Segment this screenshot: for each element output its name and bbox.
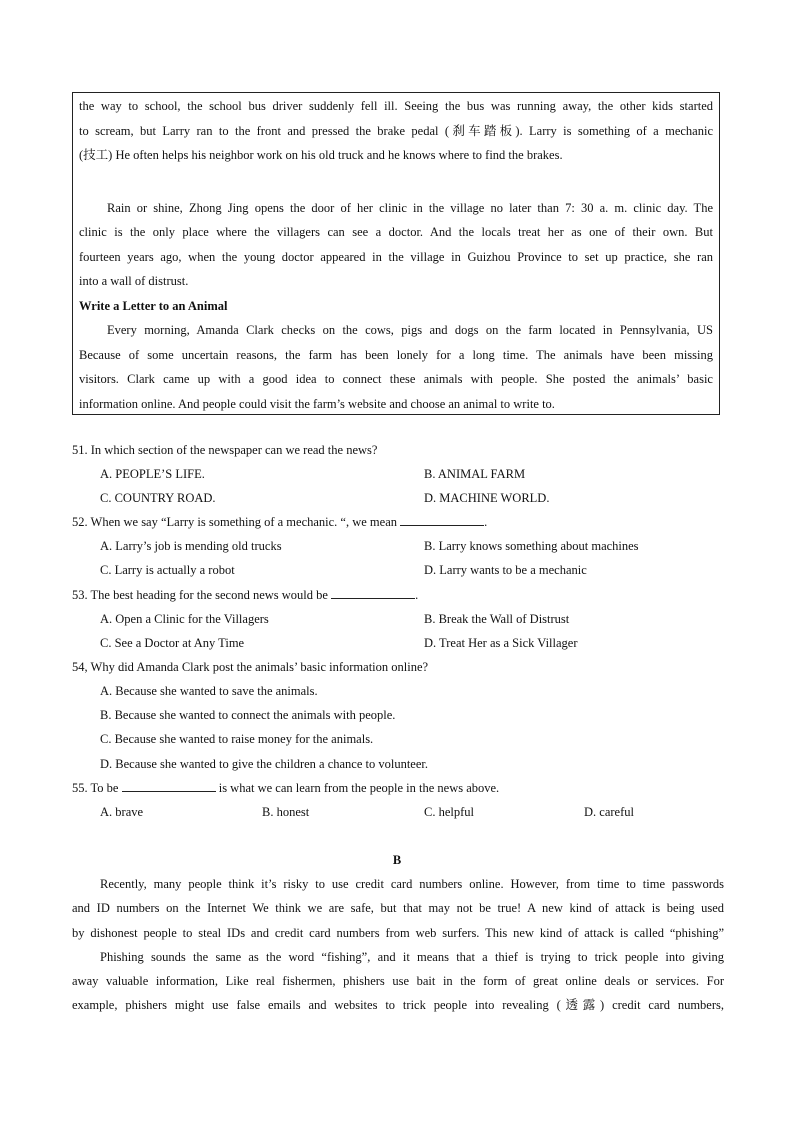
q51-option-c: C. COUNTRY ROAD. [100,491,216,505]
paragraph-line: away valuable information, Like real fishermen, phishers use bait in the form of great online deals or services. For [72,974,724,989]
q52-option-b: B. Larry knows something about machines [424,539,639,553]
question-54-stem: 54, Why did Amanda Clark post the animals’ basic information online? [72,660,429,674]
q55-option-c: C. helpful [424,805,474,819]
q54-option-a: A. Because she wanted to save the animals. [100,684,318,698]
passage-line: Because of some uncertain reasons, the farm has been lonely for a long time. The animals have been missing [79,347,713,362]
paragraph-line: by dishonest people to steal IDs and credit card numbers from web surfers. This new kind of attack is called “phishing” [72,925,724,940]
q54-option-d: D. Because she wanted to give the children a chance to volunteer. [100,757,429,771]
passage-line: clinic is the only place where the villagers can see a doctor. And the locals treat her as one of their own. But [79,225,713,239]
q52-stem-text: 52. When we say “Larry is something of a mechanic. “, we mean [72,515,401,529]
q51-option-a: A. PEOPLE’S LIFE. [100,467,205,481]
question-51-stem: 51. In which section of the newspaper can we read the news? [72,443,378,457]
q55-stem-end: is what we can learn from the people in the news above. [215,781,500,795]
q53-option-b: B. Break the Wall of Distrust [424,612,570,626]
answer-blank [331,586,415,599]
q53-option-d: D. Treat Her as a Sick Villager [424,636,578,650]
q53-stem-end: . [415,588,419,602]
passage-line: to scream, but Larry ran to the front and pressed the brake pedal (刹车踏板). Larry is something of a mechanic [79,123,713,138]
passage-line: visitors. Clark came up with a good idea to connect these animals with people. She posted the animals’ basic [79,372,713,386]
passage-line: Rain or shine, Zhong Jing opens the door of her clinic in the village no later than 7: 30 a. m. clinic day. The [107,200,713,215]
q55-option-b: B. honest [262,805,310,819]
section-b-paragraph-1 [72,872,724,1018]
paragraph-line: Phishing sounds the same as the word “fishing”, and it means that a thief is trying to trick people into giving [100,949,724,964]
q53-stem-text: 53. The best heading for the second news would be [72,588,332,602]
passage-line: the way to school, the school bus driver suddenly fell ill. Seeing the bus was running away, the other kids started [79,99,713,113]
q51-option-d: D. MACHINE WORLD. [424,491,550,505]
q55-stem-text: 55. To be [72,781,122,795]
passage-line: Every morning, Amanda Clark checks on the cows, pigs and dogs on the farm located in Pennsylvania, US [107,323,713,337]
question-52-stem [72,510,487,534]
q54-option-b: B. Because she wanted to connect the animals with people. [100,708,396,722]
q53-option-c: C. See a Doctor at Any Time [100,636,245,650]
q53-option-a: A. Open a Clinic for the Villagers [100,612,269,626]
paragraph-gap [79,168,713,196]
q55-option-d: D. careful [584,805,634,819]
q52-option-d: D. Larry wants to be a mechanic [424,563,587,577]
paragraph-line: Recently, many people think it’s risky to use credit card numbers online. However, from time to time passwords [100,877,724,891]
paragraph-line: example, phishers might use false emails and websites to trick people into revealing (透露) credit card numbers, [72,998,724,1013]
passage-line: fourteen years ago, when the young doctor appeared in the village in Guizhou Province to set up practice, she ran [79,249,713,264]
q55-option-a: A. brave [100,805,144,819]
passage-line: (技工) He often helps his neighbor work on his old truck and he knows where to find the brakes. [79,148,563,162]
news-passage-box [72,92,720,415]
paragraph-line: and ID numbers on the Internet We think we are safe, but that may not be true! A new kind of attack is being used [72,901,724,916]
question-53-stem [72,583,418,607]
passage-line: information online. And people could visit the farm’s website and choose an animal to write to. [79,396,555,411]
news-heading: Write a Letter to an Animal [79,298,228,313]
passage-line: into a wall of distrust. [79,274,189,288]
answer-blank [122,779,216,792]
section-title: B [392,853,402,867]
question-55-stem [72,776,499,800]
q52-option-c: C. Larry is actually a robot [100,563,235,577]
q51-option-b: B. ANIMAL FARM [424,467,526,481]
q52-stem-end: . [484,515,488,529]
q54-option-c: C. Because she wanted to raise money for the animals. [100,732,374,746]
q52-option-a: A. Larry’s job is mending old trucks [100,539,282,553]
answer-blank [400,513,484,526]
